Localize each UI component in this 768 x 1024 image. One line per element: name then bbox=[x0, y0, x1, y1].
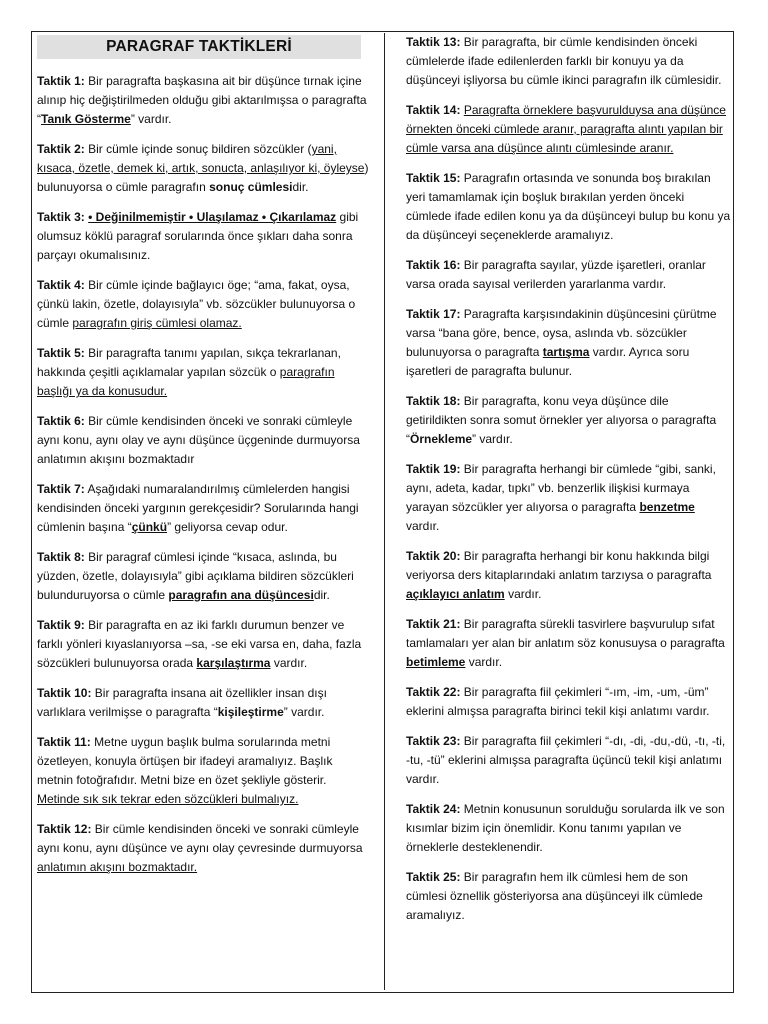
tactic-emphasis: Metinde sık sık tekrar eden sözcükleri bulmalıyız. bbox=[37, 792, 299, 806]
tactic-label: Taktik 17: bbox=[406, 307, 461, 321]
tactic-text: ” vardır. bbox=[472, 432, 513, 446]
tactic-label: Taktik 22: bbox=[406, 685, 461, 699]
tactic-emphasis: sonuç cümlesi bbox=[209, 180, 293, 194]
tactic-item bbox=[37, 616, 370, 673]
tactic-item bbox=[406, 547, 731, 604]
tactic-item bbox=[406, 868, 731, 925]
tactic-item bbox=[37, 480, 370, 537]
tactic-label: Taktik 9: bbox=[37, 618, 85, 632]
tactic-label: Taktik 2: bbox=[37, 142, 85, 156]
tactic-item bbox=[37, 684, 370, 722]
tactic-emphasis: Paragrafta örneklere başvurulduysa ana düşünce örnekten önceki cümlede aranır, paragrafta alıntı yapılan bir cümle varsa ana düşünce alıntı cümlesinde aranır. bbox=[406, 103, 726, 155]
tactic-label: Taktik 18: bbox=[406, 394, 461, 408]
tactic-text: gibi olumsuz köklü paragraf sorularında önce şıkları daha sonra parçayı okumalısınız. bbox=[37, 210, 359, 262]
tactic-text: Bir paragrafta sayılar, yüzde işaretleri, oranlar varsa orada sayısal verilerden yararlanma vardır. bbox=[406, 258, 706, 291]
tactic-emphasis: benzetme bbox=[639, 500, 695, 514]
tactic-label: Taktik 10: bbox=[37, 686, 92, 700]
page-title: PARAGRAF TAKTİKLERİ bbox=[106, 38, 292, 55]
tactic-label: Taktik 15: bbox=[406, 171, 461, 185]
tactic-emphasis: kişileştirme bbox=[217, 705, 284, 719]
tactic-text: Metne uygun başlık bulma sorularında metni özetleyen, konuyla örtüşen bir ifadeyi aramalıyız. Başlık metnin fotoğrafıdır. Metni bize en özet şekliyle gösterir. bbox=[37, 735, 333, 787]
tactic-label: Taktik 8: bbox=[37, 550, 85, 564]
tactic-text: Bir paragrafta herhangi bir cümlede “gibi, sanki, aynı, adeta, kadar, tıpkı” vb. benzerlik ilişkisi kurmaya yarayan sözcükler yer alıyorsa o paragrafta bbox=[406, 462, 716, 514]
tactic-text: vardır. bbox=[504, 587, 542, 601]
tactic-text: Bir paragrafın hem ilk cümlesi hem de son cümlesi öznellik gösteriyorsa ana düşünceyi ilk cümlede aramalıyız. bbox=[406, 870, 703, 922]
tactic-label: Taktik 6: bbox=[37, 414, 85, 428]
tactic-item bbox=[406, 101, 731, 158]
right-column bbox=[406, 33, 731, 936]
tactic-emphasis: Tanık Gösterme bbox=[41, 112, 131, 126]
tactic-item bbox=[37, 140, 370, 197]
tactic-label: Taktik 1: bbox=[37, 74, 85, 88]
tactic-item bbox=[37, 548, 370, 605]
tactic-label: Taktik 3: bbox=[37, 210, 85, 224]
tactic-emphasis: tartışma bbox=[542, 345, 590, 359]
tactic-text: Bir paragrafta herhangi bir konu hakkında bilgi veriyorsa ders kitaplarındaki anlatım tarzıysa o paragrafta bbox=[406, 549, 712, 582]
tactic-text: Bir paragrafta fiil çekimleri “-dı, -di, -du,-dü, -tı, -ti, -tu, -tü” eklerini almışsa paragrafta üçüncü tekil kişi anlatımı vardır. bbox=[406, 734, 726, 786]
tactic-emphasis: yani, kısaca, özetle, demek ki, artık, sonucta, anlaşılıyor ki, öyleyse bbox=[37, 142, 365, 175]
tactic-item bbox=[37, 412, 370, 469]
tactic-text: Metnin konusunun sorulduğu sorularda ilk ve son kısımlar bizim için önemlidir. Konu tanımı yapılan ve örneklerle desteklenendir. bbox=[406, 802, 725, 854]
tactic-text: Bir cümle içinde sonuç bildiren sözcükler ( bbox=[84, 142, 312, 156]
tactic-item bbox=[37, 208, 370, 265]
tactic-label: Taktik 24: bbox=[406, 802, 461, 816]
tactic-text: ” vardır. bbox=[283, 705, 325, 719]
tactic-text: Paragrafın ortasında ve sonunda boş bırakılan yeri tamamlamak için boşluk bırakılan yerden önceki cümlede ifade edilen konu ya da düşünceyi bulup bu konu ya da düşünceyi seçeneklerde aramalıyız. bbox=[406, 171, 731, 242]
tactic-text: dir. bbox=[313, 588, 330, 602]
tactic-text: Bir paragrafta, bir cümle kendisinden önceki cümlelerde ifade edilenlerden farklı bir konuyu ya da düşünceyi işliyorsa bu cümle ikinci paragrafın ilk cümlesidir. bbox=[406, 35, 722, 87]
tactic-emphasis: karşılaştırma bbox=[196, 656, 271, 670]
tactic-text: dir. bbox=[292, 180, 309, 194]
tactic-label: Taktik 12: bbox=[37, 822, 92, 836]
tactic-text: ) bulunuyorsa o cümle paragrafın bbox=[37, 161, 369, 194]
left-tactic-list bbox=[37, 72, 370, 877]
right-tactic-list bbox=[406, 33, 731, 925]
tactic-text: ” vardır. bbox=[130, 112, 172, 126]
tactic-label: Taktik 13: bbox=[406, 35, 461, 49]
tactic-text: Bir paragrafta, konu veya düşünce dile getirildikten sonra somut örnekler yer alıyorsa o paragrafta “ bbox=[406, 394, 717, 446]
tactic-item bbox=[406, 392, 731, 449]
tactic-item bbox=[406, 683, 731, 721]
tactic-text: Bir paragrafta fiil çekimleri “-ım, -im, -um, -üm” eklerini almışsa paragrafta birinci tekil kişi anlatımı vardır. bbox=[406, 685, 710, 718]
tactic-emphasis: anlatımın akışını bozmaktadır. bbox=[37, 860, 198, 874]
tactic-label: Taktik 25: bbox=[406, 870, 461, 884]
title-banner bbox=[37, 35, 361, 59]
tactic-emphasis: Örnekleme bbox=[410, 432, 473, 446]
tactic-label: Taktik 16: bbox=[406, 258, 461, 272]
tactic-item bbox=[406, 169, 731, 245]
tactic-text: Bir cümle içinde bağlayıcı öge; “ama, fakat, oysa, çünkü lakin, özetle, dolayısıyla” vb. sözcükler bulunuyorsa o cümle bbox=[37, 278, 356, 330]
tactic-label: Taktik 4: bbox=[37, 278, 85, 292]
tactic-label: Taktik 7: bbox=[37, 482, 85, 496]
tactic-label: Taktik 11: bbox=[37, 735, 91, 749]
tactic-emphasis: çünkü bbox=[131, 520, 168, 534]
tactic-item bbox=[406, 256, 731, 294]
tactic-text: Bir cümle kendisinden önceki ve sonraki cümleyle aynı konu, aynı olay ve aynı düşünce üçgeninde durmuyorsa anlatımın akışını bozmaktadır bbox=[37, 414, 360, 466]
tactic-text: vardır. bbox=[406, 519, 440, 533]
tactic-emphasis: • Değinilmemiştir • Ulaşılamaz • Çıkarılamaz bbox=[88, 210, 337, 224]
tactic-emphasis: paragrafın başlığı ya da konusudur. bbox=[37, 365, 335, 398]
column-divider bbox=[384, 33, 385, 990]
tactic-text: Bir cümle kendisinden önceki ve sonraki cümleyle aynı konu, aynı düşünce ve aynı olay çevresinde durmuyorsa bbox=[37, 822, 363, 855]
tactic-item bbox=[406, 732, 731, 789]
tactic-emphasis: paragrafın ana düşüncesi bbox=[168, 588, 314, 602]
tactic-item bbox=[37, 733, 370, 809]
tactic-emphasis: betimleme bbox=[406, 655, 466, 669]
tactic-item bbox=[406, 615, 731, 672]
tactic-item bbox=[37, 344, 370, 401]
tactic-label: Taktik 19: bbox=[406, 462, 461, 476]
tactic-text: Bir paragrafta sürekli tasvirlere başvurulup sıfat tamlamaları yer alan bir anlatım söz konusuysa o paragrafta bbox=[406, 617, 725, 650]
tactic-text: Bir paragrafta tanımı yapılan, sıkça tekrarlanan, hakkında çeşitli açıklamalar yapılan sözcük o bbox=[37, 346, 341, 379]
tactic-item bbox=[406, 460, 731, 536]
tactic-item bbox=[406, 305, 731, 381]
tactic-text: Paragrafta karşısındakinin düşüncesini çürütme varsa “bana göre, bence, oysa, aslında vb. sözcükler bulunuyorsa o paragrafta bbox=[406, 307, 717, 359]
tactic-text: Bir paragraf cümlesi içinde “kısaca, aslında, bu yüzden, özetle, dolayısıyla” gibi açıklama bildiren sözcükleri bulunduruyorsa o cümle bbox=[37, 550, 354, 602]
tactic-item bbox=[37, 72, 370, 129]
tactic-label: Taktik 21: bbox=[406, 617, 461, 631]
tactic-emphasis: paragrafın giriş cümlesi olamaz. bbox=[72, 316, 242, 330]
tactic-text: vardır. bbox=[270, 656, 308, 670]
tactic-text: Bir paragrafta en az iki farklı durumun benzer ve farklı yönleri kıyaslanıyorsa –sa, -se eki varsa en, daha, fazla sözcükleri bulunuyorsa orada bbox=[37, 618, 362, 670]
tactic-text: vardır. bbox=[465, 655, 503, 669]
tactic-text: Bir paragrafta insana ait özellikler insan dışı varlıklara verilmişse o paragrafta “ bbox=[37, 686, 327, 719]
tactic-label: Taktik 5: bbox=[37, 346, 85, 360]
tactic-item bbox=[37, 276, 370, 333]
tactic-item bbox=[37, 820, 370, 877]
tactic-item bbox=[406, 800, 731, 857]
left-column bbox=[37, 35, 370, 888]
tactic-item bbox=[406, 33, 731, 90]
tactic-label: Taktik 23: bbox=[406, 734, 461, 748]
tactic-text: vardır. Ayrıca soru işaretleri de paragrafta bulunur. bbox=[406, 345, 690, 378]
tactic-label: Taktik 20: bbox=[406, 549, 461, 563]
tactic-text: Bir paragrafta başkasına ait bir düşünce tırnak içine alınıp hiç değiştirilmeden olduğu gibi aktarılmışsa o paragrafta “ bbox=[37, 74, 367, 126]
tactic-text: ” geliyorsa cevap odur. bbox=[167, 520, 288, 534]
tactic-label: Taktik 14: bbox=[406, 103, 461, 117]
tactic-emphasis: açıklayıcı anlatım bbox=[406, 587, 505, 601]
tactic-text: Aşağıdaki numaralandırılmış cümlelerden hangisi kendisinden önceki yargının gerekçesidir? Sorularında hangi cümlenin başına “ bbox=[37, 482, 359, 534]
